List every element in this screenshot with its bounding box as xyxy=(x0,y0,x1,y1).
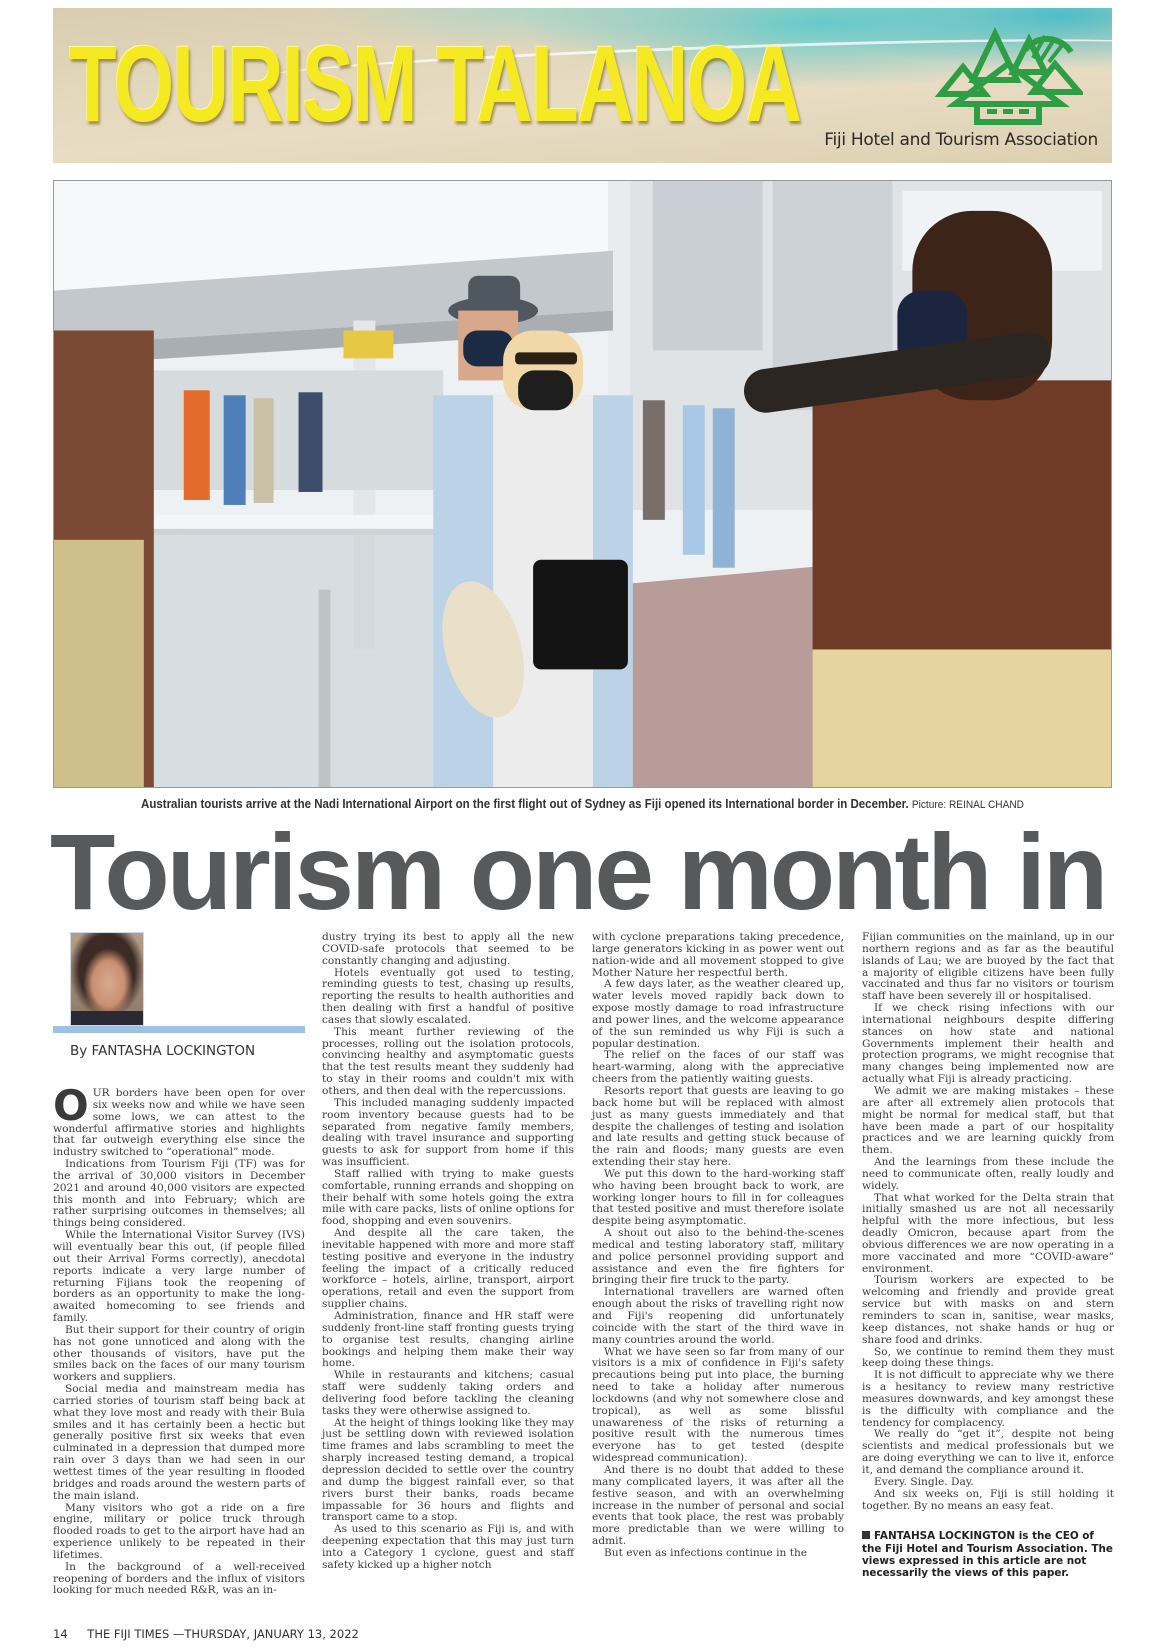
paragraph: Hotels eventually got used to testing, reminding guests to test, chasing up results, reporting the results to health authorities and then dealing with first a handful of positive cases that slowly escalated. xyxy=(322,966,574,1026)
photo-caption xyxy=(95,797,1069,811)
page-footer xyxy=(53,1627,359,1641)
paragraph: We admit we are making mistakes – these are after all extremely alien protocols that might be normal for medical staff, but that have been made a part of our hospitality practices and we are learning quickly from them. xyxy=(862,1084,1114,1157)
paragraph: Every. Single. Day. xyxy=(874,1475,974,1488)
byline-divider xyxy=(53,1026,305,1033)
paragraph: Many visitors who got a ride on a fire engine, military or police truck through flooded roads to get to the airport have had an experience unlikely to be repeated in their lifetimes. xyxy=(53,1501,305,1561)
article-column-1 xyxy=(53,1081,305,1597)
paragraph: Tourism workers are expected to be welcoming and friendly and provide great service but with masks on and stern reminders to scan in, sanitise, wear masks, keep distances, not shake hands or hug or share food and drinks. xyxy=(862,1274,1114,1346)
author-bio: FANTAHSA LOCKINGTON is the CEO of the Fiji Hotel and Tourism Association. The views expressed in this article are not necessarily the views of this paper. xyxy=(862,1530,1113,1579)
paragraph: The relief on the faces of our staff was heart-warming, along with the appreciative cheers from the patiently waiting guests. xyxy=(592,1049,844,1086)
paragraph: And despite all the care taken, the inevitable happened with more and more staff testing positive and everyone in the industry feeling the impact of a critically reduced workforce – hotels, airline, transport, airport operations, retail and even the support from supplier chains. xyxy=(322,1227,574,1311)
paragraph: And there is no doubt that added to these many complicated layers, it was after all the festive season, and with an overwhelming increase in the number of personal and social events that took place, the rest was probably more predictable than we were willing to admit. xyxy=(592,1463,844,1548)
byline: By FANTASHA LOCKINGTON xyxy=(70,1043,256,1059)
paragraph: But their support for their country of origin has not gone unnoticed and along with the other thousands of visitors, have put the smiles back on the faces of our many tourism workers and suppliers. xyxy=(53,1323,305,1384)
drop-cap: O xyxy=(53,1081,89,1130)
article-column-4 xyxy=(862,932,1114,1579)
square-bullet-icon xyxy=(862,1531,870,1539)
publication-dateline: THE FIJI TIMES —THURSDAY, JANUARY 13, 2022 xyxy=(87,1627,359,1641)
paragraph: That what worked for the Delta strain that initially smashed us are not all necessarily helpful with the more infectious, but less deadly Omicron, because apart from the obvious differences we are now operating in a more vaccinated and more “COVID-aware” environment. xyxy=(862,1191,1114,1275)
page-number: 14 xyxy=(53,1627,68,1641)
paragraph: This meant further reviewing of the processes, rolling out the isolation protocols, convincing healthy and asymptomatic guests that the test results meant they suddenly had to stay in their rooms and couldn't mix with others, and then deal with the repercussions. xyxy=(322,1025,574,1097)
paragraph: If we check rising infections with our international neighbours despite differing stances on how state and national Governments implement their health and protection programs, we might recognise that many changes being implemented now are actually what Fiji is already practicing. xyxy=(862,1002,1114,1086)
paragraph: At the height of things looking like they may just be settling down with reviewed isolation time frames and labs scrambling to meet the sharply increased testing demand, a tropical depression decided to settle over the country and dump the biggest rainfall ever, so that rivers burst their banks, roads became impassable for 36 hours and flights and transport came to a stop. xyxy=(322,1416,574,1524)
paragraph: Resorts report that guests are leaving to go back home but will be replaced with almost just as many guests immediately and that despite the challenges of testing and isolation and late results and getting stuck because of the rain and floods; many guests are even extending their stay here. xyxy=(592,1084,844,1169)
paragraph: OUR borders have been open for over six weeks now and while we have seen some lows, we can attest to the wonderful affirmative stories and highlights that far outweigh everything else since the industry switched to “operational” mode. xyxy=(53,1081,305,1159)
paragraph: And the learnings from these include the need to communicate often, really loudly and widely. xyxy=(862,1156,1114,1192)
paragraph: What we have seen so far from many of our visitors is a mix of confidence in Fiji's safety precautions being put into place, the burning need to take a holiday after numerous lockdowns (and why not somewhere close and tropical), as well as some blissful unawareness of the risks of returning a positive result with the numerous times everyone has to get tested (despite widespread communication). xyxy=(592,1345,844,1465)
section-title: TOURISM TALANOA xyxy=(69,23,801,144)
paragraph: A shout out also to the behind-the-scenes medical and testing laboratory staff, military and police personnel providing support and assistance and even the fire fighters for bringing their fire truck to the party. xyxy=(592,1227,844,1287)
airport-arrival-photo xyxy=(54,181,1111,787)
paragraph: This included managing suddenly impacted room inventory because guests had to be separated from negative family members, dealing with travel insurance and supporting guests to ask for support from home if this was insufficient. xyxy=(322,1096,574,1169)
article-column-3 xyxy=(592,932,844,1560)
photo-credit: Picture: REINAL CHAND xyxy=(911,799,1024,811)
paragraph: It is not difficult to appreciate why we there is a hesitancy to review many restrictive measures downwards, and key amongst these is the difficulty with compliance and the tendency for complacency. xyxy=(862,1369,1114,1429)
paragraph: And six weeks on, Fiji is still holding it together. By no means an easy feat. xyxy=(862,1487,1114,1512)
headline: Tourism one month in xyxy=(50,811,1106,932)
paragraph: Administration, finance and HR staff were suddenly front-line staff fronting guests trying to organise test results, changing airline bookings and helping them make their way home. xyxy=(322,1310,574,1370)
paragraph: Fijian communities on the mainland, up in our northern regions and as far as the beautiful islands of Lau; we are buoyed by the fact that a majority of eligible citizens have been fully vaccinated and thus far no visitors or tourism staff have been severely ill or hospitalised. xyxy=(862,931,1114,1003)
paragraph: So, we continue to remind them they must keep doing these things. xyxy=(862,1345,1114,1370)
paragraph: International travellers are warned often enough about the risks of travelling right now and Fiji's reopening did unfortunately coincide with the start of the third wave in many countries around the world. xyxy=(592,1286,844,1346)
paragraph: We really do “get it”, despite not being scientists and medical professionals but we are doing everything we can to live it, enforce it, and demand the compliance around it. xyxy=(862,1428,1114,1476)
paragraph: with cyclone preparations taking precedence, large generators kicking in as power went out nation-wide and all movement stopped to give Mother Nature her respectful berth. xyxy=(592,931,844,979)
paragraph: Indications from Tourism Fiji (TF) was for the arrival of 30,000 visitors in December 2021 and around 40,000 visitors are expected this month and into February; which are rather surprising outcomes in themselves; all things being considered. xyxy=(53,1158,305,1230)
feature-photo xyxy=(53,180,1112,788)
paragraph: While in restaurants and kitchens; casual staff were suddenly taking orders and delivering food before tackling the cleaning tasks they were otherwise assigned to. xyxy=(322,1369,574,1417)
fhta-bure-logo-icon xyxy=(933,22,1083,127)
author-photo xyxy=(70,932,144,1026)
paragraph: While the International Visitor Survey (IVS) will eventually bear this out, (if people filled out their Arrival Forms correctly), anecdotal reports indicate a very large number of returning Fijians took the reopening of borders as an opportunity to make the long-awaited homecoming to see friends and family. xyxy=(53,1229,305,1325)
paragraph: A few days later, as the weather cleared up, water levels moved rapidly back down to expose mostly damage to road infrastructure and power lines, and the welcome appearance of the sun reminded us why Fiji is such a popular destination. xyxy=(592,978,844,1050)
caption-text: Australian tourists arrive at the Nadi International Airport on the first flight out of Sydney as Fiji opened its International border in December. xyxy=(141,797,909,811)
paragraph: dustry trying its best to apply all the new COVID-safe protocols that seemed to be constantly changing and adjusting. xyxy=(322,931,574,967)
paragraph: As used to this scenario as Fiji is, and with deepening expectation that this may just turn into a Category 1 cyclone, guest and staff safety kicked up a higher notch xyxy=(322,1523,574,1571)
paragraph: Social media and mainstream media has carried stories of tourism staff being back at what they love most and ready with their Bula smiles and it has certainly been a hectic but generally positive first six weeks that even culminated in a depression that dumped more rain over 3 days than we had seen in our wettest times of the year resulting in flooded bridges and roads around the western parts of the main island. xyxy=(53,1383,305,1502)
paragraph: In the background of a well-received reopening of borders and the influx of visitors looking for much needed R&R, was an in- xyxy=(53,1560,305,1597)
paragraph: But even as infections continue in the xyxy=(604,1546,808,1559)
paragraph: We put this down to the hard-working staff who having been brought back to work, are working longer hours to fill in for colleagues that tested positive and must therefore isolate despite being asymptomatic. xyxy=(592,1167,844,1228)
organization-name: Fiji Hotel and Tourism Association xyxy=(824,130,1098,150)
article-column-2 xyxy=(322,932,574,1572)
masthead-banner xyxy=(53,8,1112,163)
paragraph: Staff rallied with trying to make guests comfortable, running errands and shopping on their behalf with some hotels going the extra mile with care packs, lists of online options for food, shopping and even souvenirs. xyxy=(322,1167,574,1228)
